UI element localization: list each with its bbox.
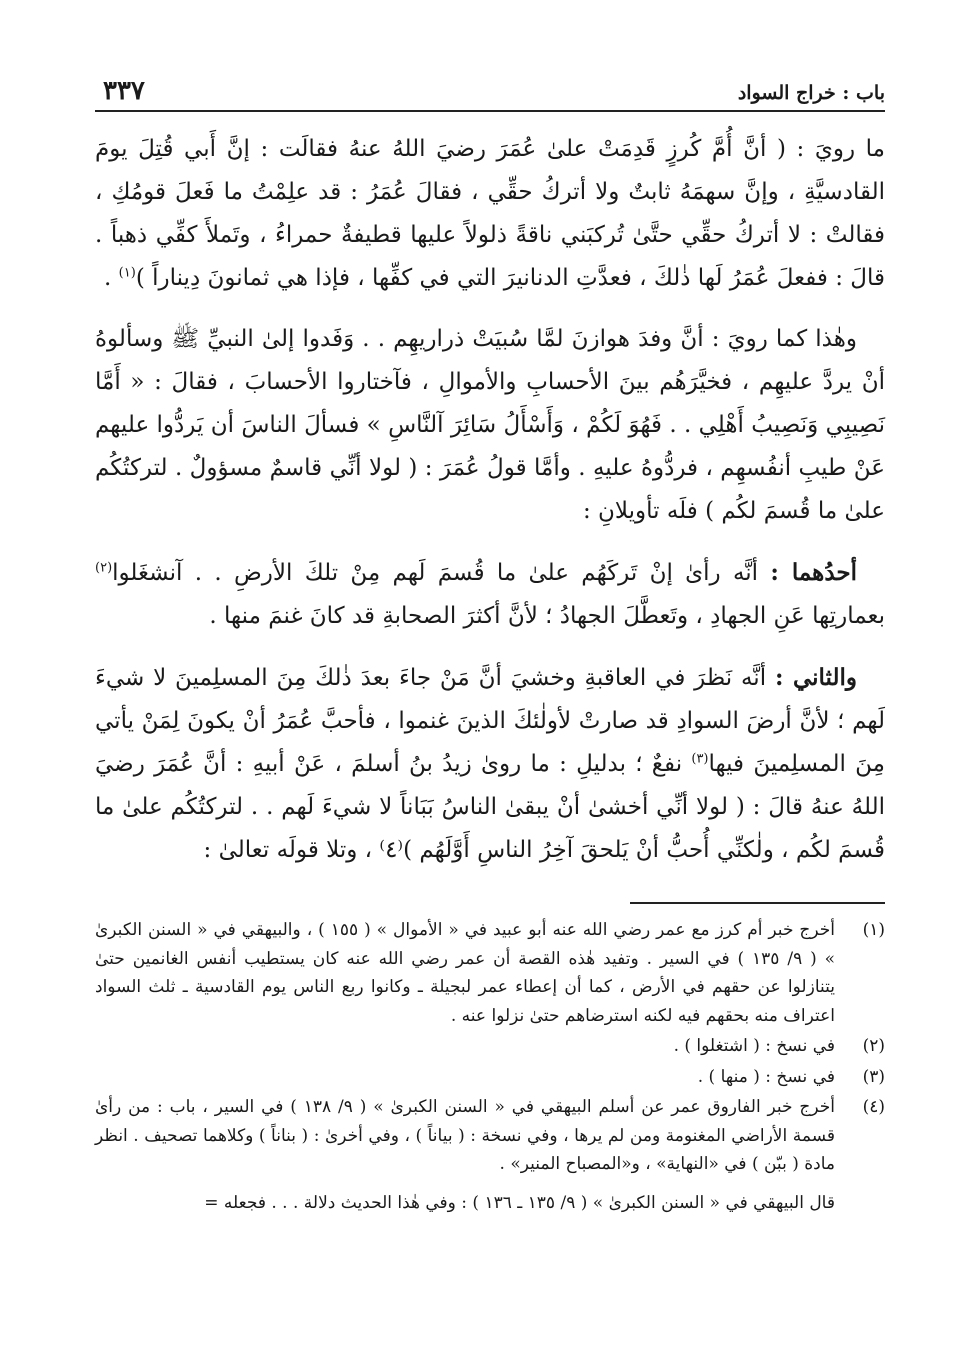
footnote-text: أخرج خبر الفاروق عمر عن أسلم البيهقي في « السنن الكبرىٰ » ( ٩/ ١٣٨ ) في السير ، باب : من رأىٰ قسمة الأراضي المغنومة ومن لم يرها ، وفي نسخة : ( بياناً ) ، وفي أخرىٰ : ( بناناً ) وكلاهما تصحيف . انظر مادة ( ببّن ) في «النهاية» ، و«المصباح المنير» . <box>95 1097 836 1174</box>
footnote-continuation: قال البيهقي في « السنن الكبرىٰ » ( ٩/ ١٣٥ ـ ١٣٦ ) : وفي هٰذا الحديث دلالة . . . فجعله = <box>204 1192 835 1213</box>
paragraph-text: أنَّه نَظرَ في العاقبةِ وخشيَ أنَّ مَنْ جاءَ بعدَ ذٰلكَ مِنَ المسلِمينَ لا شيءَ لَهم ؛ لأنَّ أرضَ السوادِ قد صارتْ لأولٰئكَ الذينَ غنموا ، فأحبَّ عُمَرُ أنْ يكونَ لِمَنْ يأتي مِنَ المسلِمينَ فيها <box>95 665 885 777</box>
paragraph-text: وهٰذا كما رويَ : أنَّ وفدَ هوازنَ لمَّا سُبيَتْ ذراريهِم . . وَفَدوا إلىٰ النبيِّ ﷺ وسألوهُ أنْ يردَّ عليهِم ، فخيَّرَهُم بينَ الأحسابِ والأموالِ ، فآختاروا الأحسابَ ، فقالَ : « أَمَّا نَصِيبِي وَنَصِيبُ أَهْلِي . . فَهُوَ لَكُمْ ، وَأَسْأَلُ سَائِرَ آلنَّاسِ » فسألَ الناسَ أن يَردُّوا عليهم عَنْ طيبِ أنفُسهِم ، فردُّوهُ عليهِ . وأمَّا قولُ عُمَرَ : ( لولا أنِّي قاسمٌ مسؤولٌ . لتركتُكُم علىٰ ما قُسمَ لكُم ) فلَه تأويلانِ : <box>95 326 885 524</box>
footnote-number: (٣) <box>862 1066 885 1087</box>
footnote-marker: (١) <box>118 265 136 281</box>
book-page <box>95 60 885 1217</box>
footnotes <box>95 916 885 1217</box>
footnote-number: (٤) <box>862 1097 885 1117</box>
footnote-marker: (٢) <box>95 560 113 576</box>
footnote-item <box>95 1063 885 1092</box>
paragraph <box>95 318 885 533</box>
main-text <box>95 128 885 872</box>
paragraph-tail: . <box>104 265 119 291</box>
footnote-number: (١) <box>862 920 885 940</box>
paragraph <box>95 128 885 300</box>
paragraph-text: أنَّه رأىٰ إنْ تَركَهُم علىٰ ما قُسمَ لَهم مِنْ تلكَ الأرضِ . . آنشغَلوا <box>112 560 771 586</box>
footnote-number: (٢) <box>862 1036 885 1056</box>
paragraph-tail: نفعٌ ؛ بدليلِ : ما روىٰ زيدُ بنُ أسلمَ ، عَنْ أبيهِ : أنَّ عُمَرَ رضيَ اللهُ عنهُ قالَ : ( لولا أنِّي أخشىٰ أنْ يبقىٰ الناسُ بَبَاناً لا شيءَ لَهم . . لتركتُكُم علىٰ ما قُسمَ لكُم ، ولٰكنِّي أُحبُّ أنْ يَلحقَ آخِرُ الناسِ أَوَّلَهُم )⁽٤⁾ ، وتلا قولَه تعالىٰ : <box>95 751 886 863</box>
footnote-separator <box>630 902 885 904</box>
paragraph-lead: أحدُهما : <box>770 559 857 586</box>
page-header <box>95 60 885 112</box>
footnote-text: أخرج خبر أم كرز مع عمر رضي الله عنه أبو عبيد في « الأموال » ( ١٥٥ ) ، والبيهقي في « السنن الكبرىٰ » ( ٩/ ١٣٥ ) في السير . وتفيد هٰذه القصة أن عمر رضي الله عنه كان يستطيب أنفس الغانمين حتىٰ يتنازلوا عن حقهم في الأرض ، كما أن إعطاء عمر لبجيلة ـ وكانوا ربع الناس يوم القادسية ـ ثلث السواد اعتراف منه بحقهم فيه لكنه استرضاهم حتىٰ نزلوا عنه . <box>95 920 835 1026</box>
running-head: باب : خراج السواد <box>737 82 885 104</box>
footnote-item <box>95 1093 885 1179</box>
page-number: ٣٣٧ <box>103 76 145 106</box>
footnote-text: في نسخ : ( منها ) . <box>697 1066 835 1087</box>
paragraph <box>95 656 885 872</box>
paragraph-tail: بعمارتِها عَنِ الجهادِ ، وتَعطَّلَ الجهادُ ؛ لأنَّ أكثرَ الصحابةِ قد كانَ غنمَ منها . <box>209 603 885 629</box>
footnote-text: في نسخ : ( اشتغلوا ) . <box>673 1036 835 1056</box>
paragraph <box>95 551 885 638</box>
paragraph-text: ما رويَ : ( أنَّ أُمَّ كُرزٍ قَدِمَتْ علىٰ عُمَرَ رضيَ اللهُ عنهُ فقالَت : إنَّ أَبي قُتِلَ يومَ القادسيَّةِ ، وإنَّ سهمَهُ ثابتٌ ولا أتركُ حقِّي ، فقالَ عُمَرُ : قد علِمْتُ ما فَعلَ قومُكِ ، فقالتْ : لا أتركُ حقِّي حتَّىٰ تُركبَني ناقةً ذلولاً عليها قطيفةٌ حمراءُ ، وتَملأَ كفِّي ذهباً . قالَ : ففعلَ عُمَرُ لَها ذٰلكَ ، فعدَّتِ الدنانيرَ التي في كفِّها ، فإذا هي ثمانونَ دِيناراً ) <box>95 136 885 291</box>
footnote-item <box>95 1032 885 1061</box>
footnote-marker: (٣) <box>691 751 709 767</box>
footnote-item <box>95 916 885 1030</box>
paragraph-lead: والثاني : <box>774 664 857 691</box>
